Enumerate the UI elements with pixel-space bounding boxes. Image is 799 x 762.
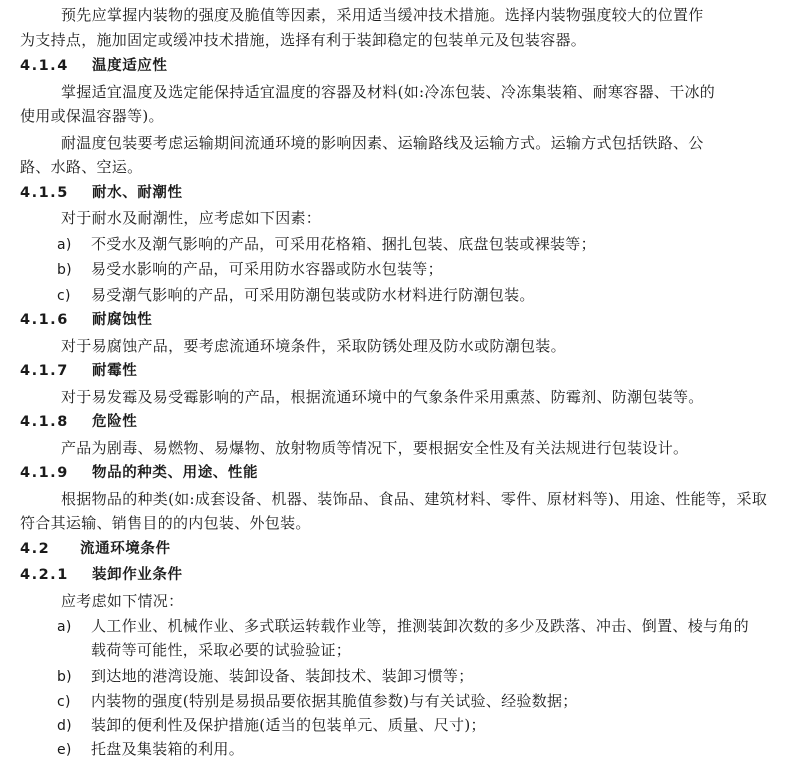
paragraph-line: 耐温度包装要考虑运输期间流通环境的影响因素、运输路线及运输方式。运输方式包括铁路、公: [61, 134, 704, 152]
paragraph-line: 产品为剧毒、易燃物、易爆物、放射物质等情况下，要根据安全性及有关法规进行包装设计。: [61, 439, 689, 457]
section-title: 流通环境条件: [80, 541, 171, 557]
list-item: [57, 284, 535, 307]
list-item: [57, 233, 596, 256]
list-item-text: 内装物的强度(特别是易损品要依据其脆值参数)与有关试验、经验数据；: [91, 692, 578, 710]
section-heading-4-1-5: [20, 182, 183, 204]
paragraph-line: 符合其运输、销售目的的内包装、外包装。: [20, 514, 311, 532]
list-item-text: 易受潮气影响的产品，可采用防潮包装或防水材料进行防潮包装。: [91, 286, 535, 304]
section-number: 4.1.5: [20, 185, 69, 201]
list-marker: d): [57, 718, 72, 734]
section-heading-4-1-6: [20, 309, 152, 331]
section-number: 4.1.4: [20, 58, 69, 74]
section-heading-4-2: [20, 538, 171, 560]
list-marker: a): [57, 619, 72, 635]
section-number: 4.1.9: [20, 465, 69, 481]
list-marker: c): [57, 694, 71, 710]
section-heading-4-2-1: [20, 564, 183, 586]
section-number: 4.1.6: [20, 312, 69, 328]
paragraph-line: 使用或保温容器等)。: [20, 107, 164, 125]
list-marker: a): [57, 237, 72, 253]
section-heading-4-1-8: [20, 411, 137, 433]
section-title: 装卸作业条件: [92, 567, 183, 583]
list-item-text: 不受水及潮气影响的产品，可采用花格箱、捆扎包装、底盘包装或裸装等；: [91, 235, 596, 253]
section-heading-4-1-9: [20, 462, 258, 484]
list-item: [57, 714, 486, 737]
intro-line-2: 为支持点，施加固定或缓冲技术措施，选择有利于装卸稳定的包装单元及包装容器。: [20, 31, 587, 49]
list-item-text: 易受水影响的产品，可采用防水容器或防水包装等；: [91, 260, 443, 278]
section-title: 耐水、耐潮性: [92, 185, 183, 201]
section-title: 危险性: [92, 414, 138, 430]
paragraph-line: 对于耐水及耐潮性，应考虑如下因素：: [61, 209, 322, 227]
paragraph-line: 对于易腐蚀产品，要考虑流通环境条件，采取防锈处理及防水或防潮包装。: [61, 337, 566, 355]
list-item-text: 人工作业、机械作业、多式联运转载作业等，推测装卸次数的多少及跌落、冲击、倒置、棱与角的: [91, 617, 749, 635]
paragraph-line: 对于易发霉及易受霉影响的产品，根据流通环境中的气象条件采用熏蒸、防霉剂、防潮包装等。: [61, 388, 704, 406]
section-title: 耐腐蚀性: [92, 312, 153, 328]
paragraph-line: 掌握适宜温度及选定能保持适宜温度的容器及材料(如:冷冻包装、冷冻集装箱、耐寒容器、干冰的: [61, 83, 716, 101]
section-title: 温度适应性: [92, 58, 168, 74]
list-item-continuation: 载荷等可能性，采取必要的试验验证；: [91, 641, 352, 659]
section-number: 4.1.8: [20, 414, 69, 430]
list-item: [57, 665, 474, 688]
list-marker: c): [57, 288, 71, 304]
list-item: [57, 690, 578, 713]
section-number: 4.2.1: [20, 567, 69, 583]
section-title: 耐霉性: [92, 363, 138, 379]
list-item: [57, 258, 443, 281]
list-item-text: 托盘及集装箱的利用。: [91, 740, 245, 758]
list-item-text: 到达地的港湾设施、装卸设备、装卸技术、装卸习惯等；: [91, 667, 474, 685]
section-heading-4-1-4: [20, 55, 168, 77]
section-heading-4-1-7: [20, 360, 137, 382]
list-marker: b): [57, 262, 72, 278]
list-item: [57, 615, 749, 638]
list-item-text: 装卸的便利性及保护措施(适当的包装单元、质量、尺寸)；: [91, 716, 486, 734]
paragraph-line: 应考虑如下情况：: [61, 592, 184, 610]
list-item: [57, 738, 244, 761]
intro-line-1: 预先应掌握内装物的强度及脆值等因素，采用适当缓冲技术措施。选择内装物强度较大的位置作: [61, 6, 704, 24]
list-marker: e): [57, 742, 72, 758]
section-number: 4.2: [20, 541, 51, 557]
paragraph-line: 根据物品的种类(如:成套设备、机器、装饰品、食品、建筑材料、零件、原材料等)、用途、性能等，采取: [61, 490, 768, 508]
section-title: 物品的种类、用途、性能: [92, 465, 259, 481]
paragraph-line: 路、水路、空运。: [20, 158, 143, 176]
section-number: 4.1.7: [20, 363, 69, 379]
list-marker: b): [57, 669, 72, 685]
